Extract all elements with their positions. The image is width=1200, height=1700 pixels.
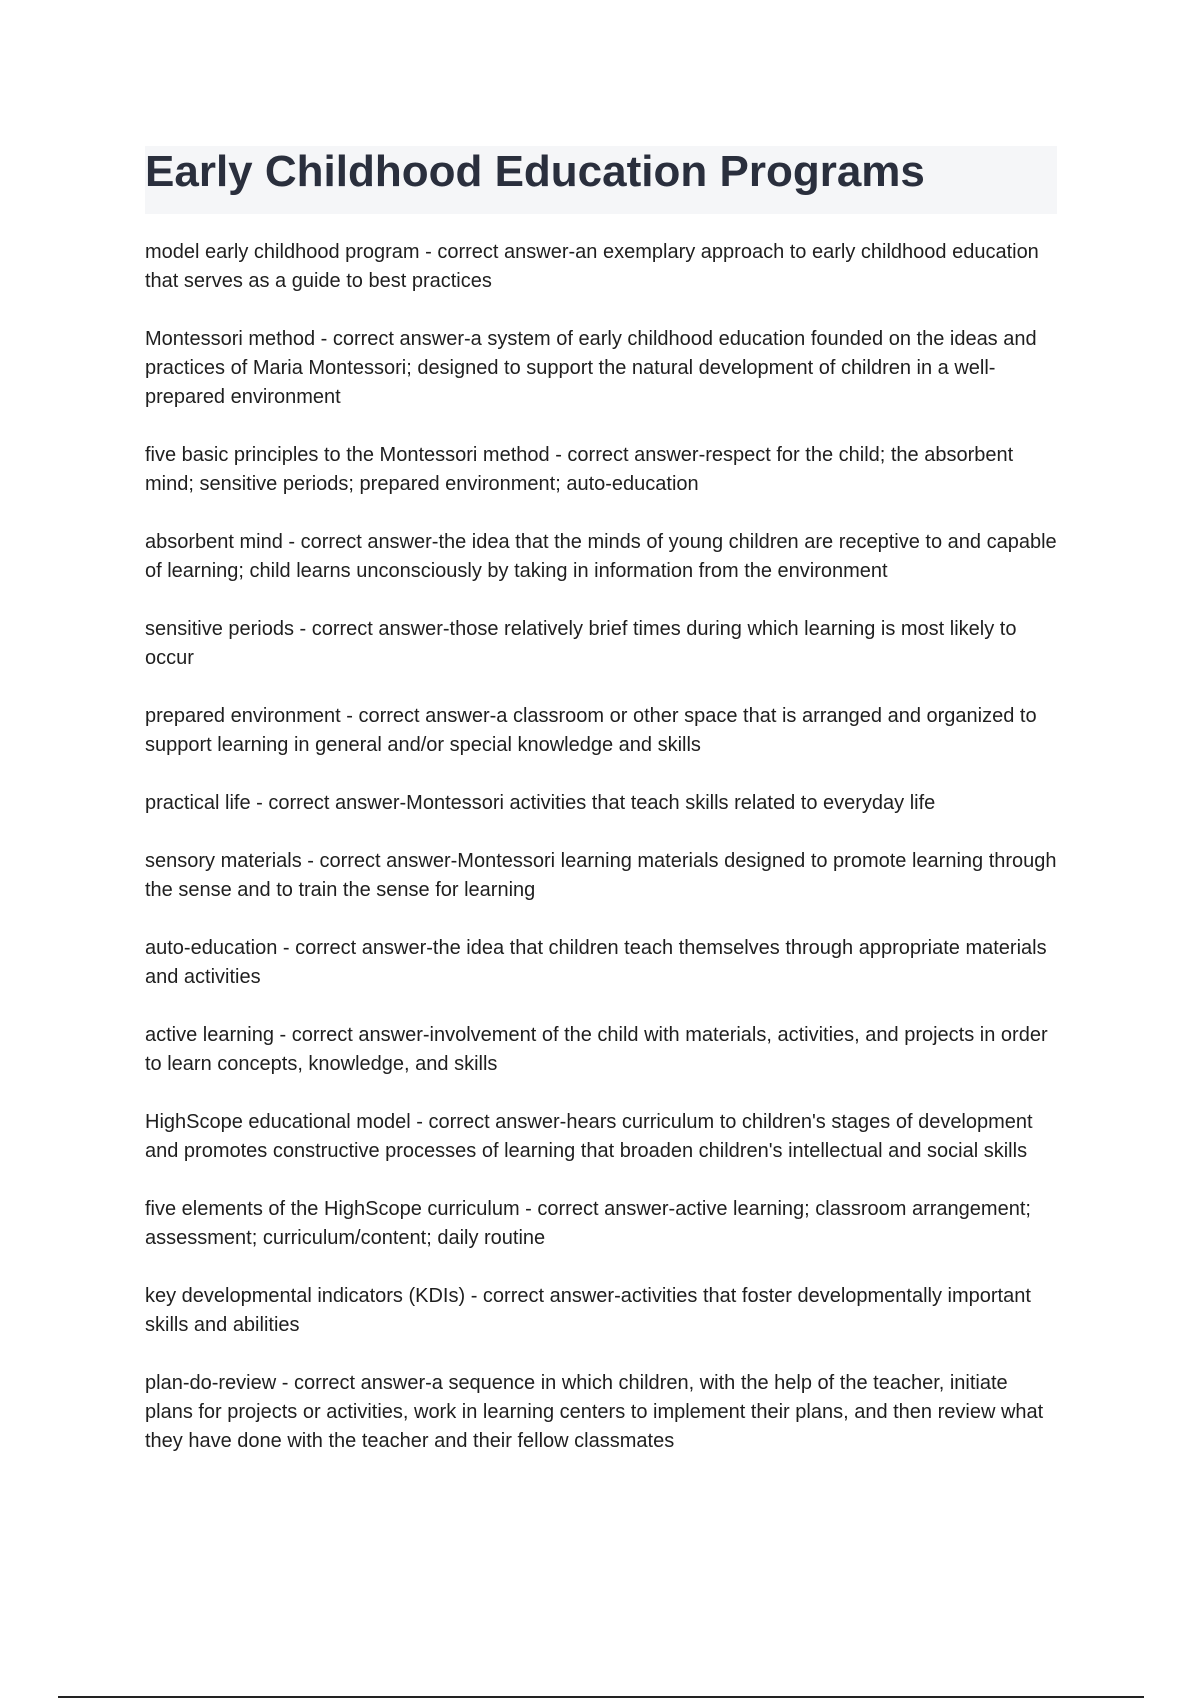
flashcard-entry-model-program: model early childhood program - correct answer-an exemplary approach to early childhood education that serves as a guide to best practices	[145, 241, 1039, 292]
flashcard-entry-montessori-method: Montessori method - correct answer-a system of early childhood education founded on the ideas and practices of Maria Montessori; designed to support the natural development of children in a well-prepared environment	[145, 328, 1037, 408]
flashcard-entry-absorbent-mind: absorbent mind - correct answer-the idea that the minds of young children are receptive to and capable of learning; child learns unconsciously by taking in information from the environment	[145, 531, 1057, 582]
page-title: Early Childhood Education Programs	[145, 147, 925, 196]
flashcard-entry-sensitive-periods: sensitive periods - correct answer-those relatively brief times during which learning is most likely to occur	[145, 618, 1017, 669]
flashcard-entry-auto-education: auto-education - correct answer-the idea that children teach themselves through appropriate materials and activities	[145, 937, 1047, 988]
flashcard-entry-highscope-elements: five elements of the HighScope curriculum - correct answer-active learning; classroom arrangement; assessment; curriculum/content; daily routine	[145, 1198, 1031, 1249]
flashcard-entry-plan-do-review: plan-do-review - correct answer-a sequence in which children, with the help of the teacher, initiate plans for projects or activities, work in learning centers to implement their plans, and then review what they have done with the teacher and their fellow classmates	[145, 1372, 1044, 1452]
flashcard-entry-sensory-materials: sensory materials - correct answer-Montessori learning materials designed to promote learning through the sense and to train the sense for learning	[145, 850, 1057, 901]
flashcard-entry-active-learning: active learning - correct answer-involvement of the child with materials, activities, and projects in order to learn concepts, knowledge, and skills	[145, 1024, 1048, 1075]
flashcard-entry-kdis: key developmental indicators (KDIs) - correct answer-activities that foster developmentally important skills and abilities	[145, 1285, 1031, 1336]
footer-divider	[58, 1696, 1144, 1698]
flashcard-entry-practical-life: practical life - correct answer-Montessori activities that teach skills related to everyday life	[145, 792, 936, 814]
flashcard-entry-highscope-model: HighScope educational model - correct answer-hears curriculum to children's stages of development and promotes constructive processes of learning that broaden children's intellectual and social skills	[145, 1111, 1033, 1162]
flashcard-entry-prepared-environment: prepared environment - correct answer-a classroom or other space that is arranged and organized to support learning in general and/or special knowledge and skills	[145, 705, 1037, 756]
flashcard-list	[145, 238, 1057, 1485]
flashcard-entry-montessori-principles: five basic principles to the Montessori method - correct answer-respect for the child; the absorbent mind; sensitive periods; prepared environment; auto-education	[145, 444, 1014, 495]
